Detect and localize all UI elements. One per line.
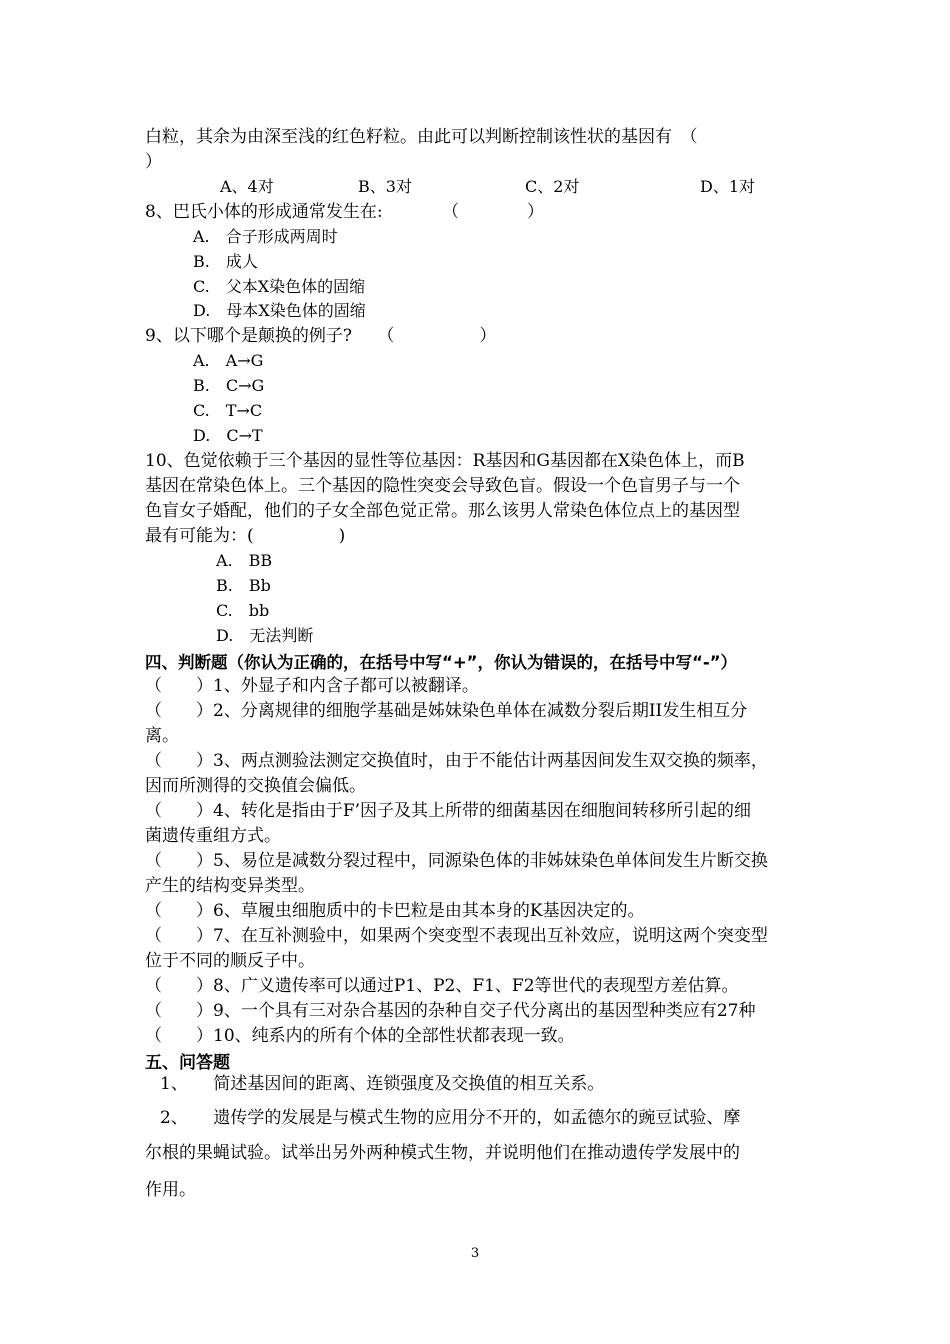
judgment-line: （ ）5、易位是减数分裂过程中，同源染色体的非姊妹染色单体间发生片断交换 xyxy=(145,851,768,871)
judgment-line: 产生的结构变异类型。 xyxy=(145,876,315,896)
judgment-line: 离。 xyxy=(145,726,179,746)
judgment-line: 因而所测得的交换值会偏低。 xyxy=(145,776,366,796)
q10-line-1: 10、色觉依赖于三个基因的显性等位基因：R基因和G基因都在X染色体上，而B xyxy=(145,451,745,471)
q9-option-b: B. C→G xyxy=(193,376,265,395)
q8-option-c: C. 父本X染色体的固缩 xyxy=(193,277,366,296)
judgment-line: （ ）1、外显子和内含子都可以被翻译。 xyxy=(145,676,479,696)
q10-line-2: 基因在常染色体上。三个基因的隐性突变会导致色盲。假设一个色盲男子与一个 xyxy=(145,476,740,496)
judgment-line: （ ）9、一个具有三对杂合基因的杂种自交子代分离出的基因型种类应有27种 xyxy=(145,1001,756,1021)
q10-option-a: A. BB xyxy=(216,551,273,570)
page-number: 3 xyxy=(470,1246,480,1261)
section-4-heading: 四、判断题（你认为正确的，在括号中写“+”，你认为错误的，在括号中写“-”） xyxy=(145,653,738,672)
q8-option-d: D. 母本X染色体的固缩 xyxy=(193,301,366,320)
q7-option-a: A、4对 xyxy=(220,177,274,196)
q8-option-a: A. 合子形成两周时 xyxy=(193,227,338,246)
q9-option-a: A. A→G xyxy=(193,351,264,370)
essay-question-2-line-1: 2、 遗传学的发展是与模式生物的应用分不开的，如孟德尔的豌豆试验、摩 xyxy=(160,1108,741,1128)
q9-stem: 9、以下哪个是颠换的例子? （ ） xyxy=(145,326,497,346)
q7-text-line-2: ） xyxy=(145,152,162,172)
q9-option-d: D. C→T xyxy=(193,426,263,445)
judgment-line: （ ）8、广义遗传率可以通过P1、P2、F1、F2等世代的表现型方差估算。 xyxy=(145,976,739,996)
q10-option-d: D. 无法判断 xyxy=(216,626,314,645)
judgment-line: 菌遗传重组方式。 xyxy=(145,826,281,846)
q10-line-4: 最有可能为：( ) xyxy=(145,526,346,546)
q10-option-b: B. Bb xyxy=(216,576,271,595)
q7-option-b: B、3对 xyxy=(358,177,412,196)
q7-option-d: D、1对 xyxy=(700,177,756,196)
judgment-line: 位于不同的顺反子中。 xyxy=(145,951,315,971)
q7-text-line-1: 白粒，其余为由深至浅的红色籽粒。由此可以判断控制该性状的基因有 （ xyxy=(145,127,698,147)
judgment-line: （ ）2、分离规律的细胞学基础是姊妹染色单体在减数分裂后期II发生相互分 xyxy=(145,701,748,721)
judgment-line: （ ）7、在互补测验中，如果两个突变型不表现出互补效应，说明这两个突变型 xyxy=(145,926,768,946)
q8-stem: 8、巴氏小体的形成通常发生在: （ ） xyxy=(145,202,545,222)
q10-line-3: 色盲女子婚配，他们的子女全部色觉正常。那么该男人常染色体位点上的基因型 xyxy=(145,501,740,521)
essay-question-2-line-2: 尔根的果蝇试验。试举出另外两种模式生物，并说明他们在推动遗传学发展中的 xyxy=(145,1143,740,1163)
q8-option-b: B. 成人 xyxy=(193,252,258,271)
judgment-line: （ ）3、两点测验法测定交换值时，由于不能估计两基因间发生双交换的频率， xyxy=(145,751,768,771)
judgment-line: （ ）6、草履虫细胞质中的卡巴粒是由其本身的K基因决定的。 xyxy=(145,901,645,921)
judgment-line: （ ）10、纯系内的所有个体的全部性状都表现一致。 xyxy=(145,1026,575,1046)
q10-option-c: C. bb xyxy=(216,601,270,620)
q7-option-c: C、2对 xyxy=(525,177,580,196)
q9-option-c: C. T→C xyxy=(193,401,263,420)
essay-question-2-line-3: 作用。 xyxy=(145,1180,196,1200)
section-5-heading: 五、问答题 xyxy=(145,1053,230,1073)
judgment-line: （ ）4、转化是指由于F’因子及其上所带的细菌基因在细胞间转移所引起的细 xyxy=(145,801,752,821)
essay-question-1: 1、 简述基因间的距离、连锁强度及交换值的相互关系。 xyxy=(160,1074,605,1094)
